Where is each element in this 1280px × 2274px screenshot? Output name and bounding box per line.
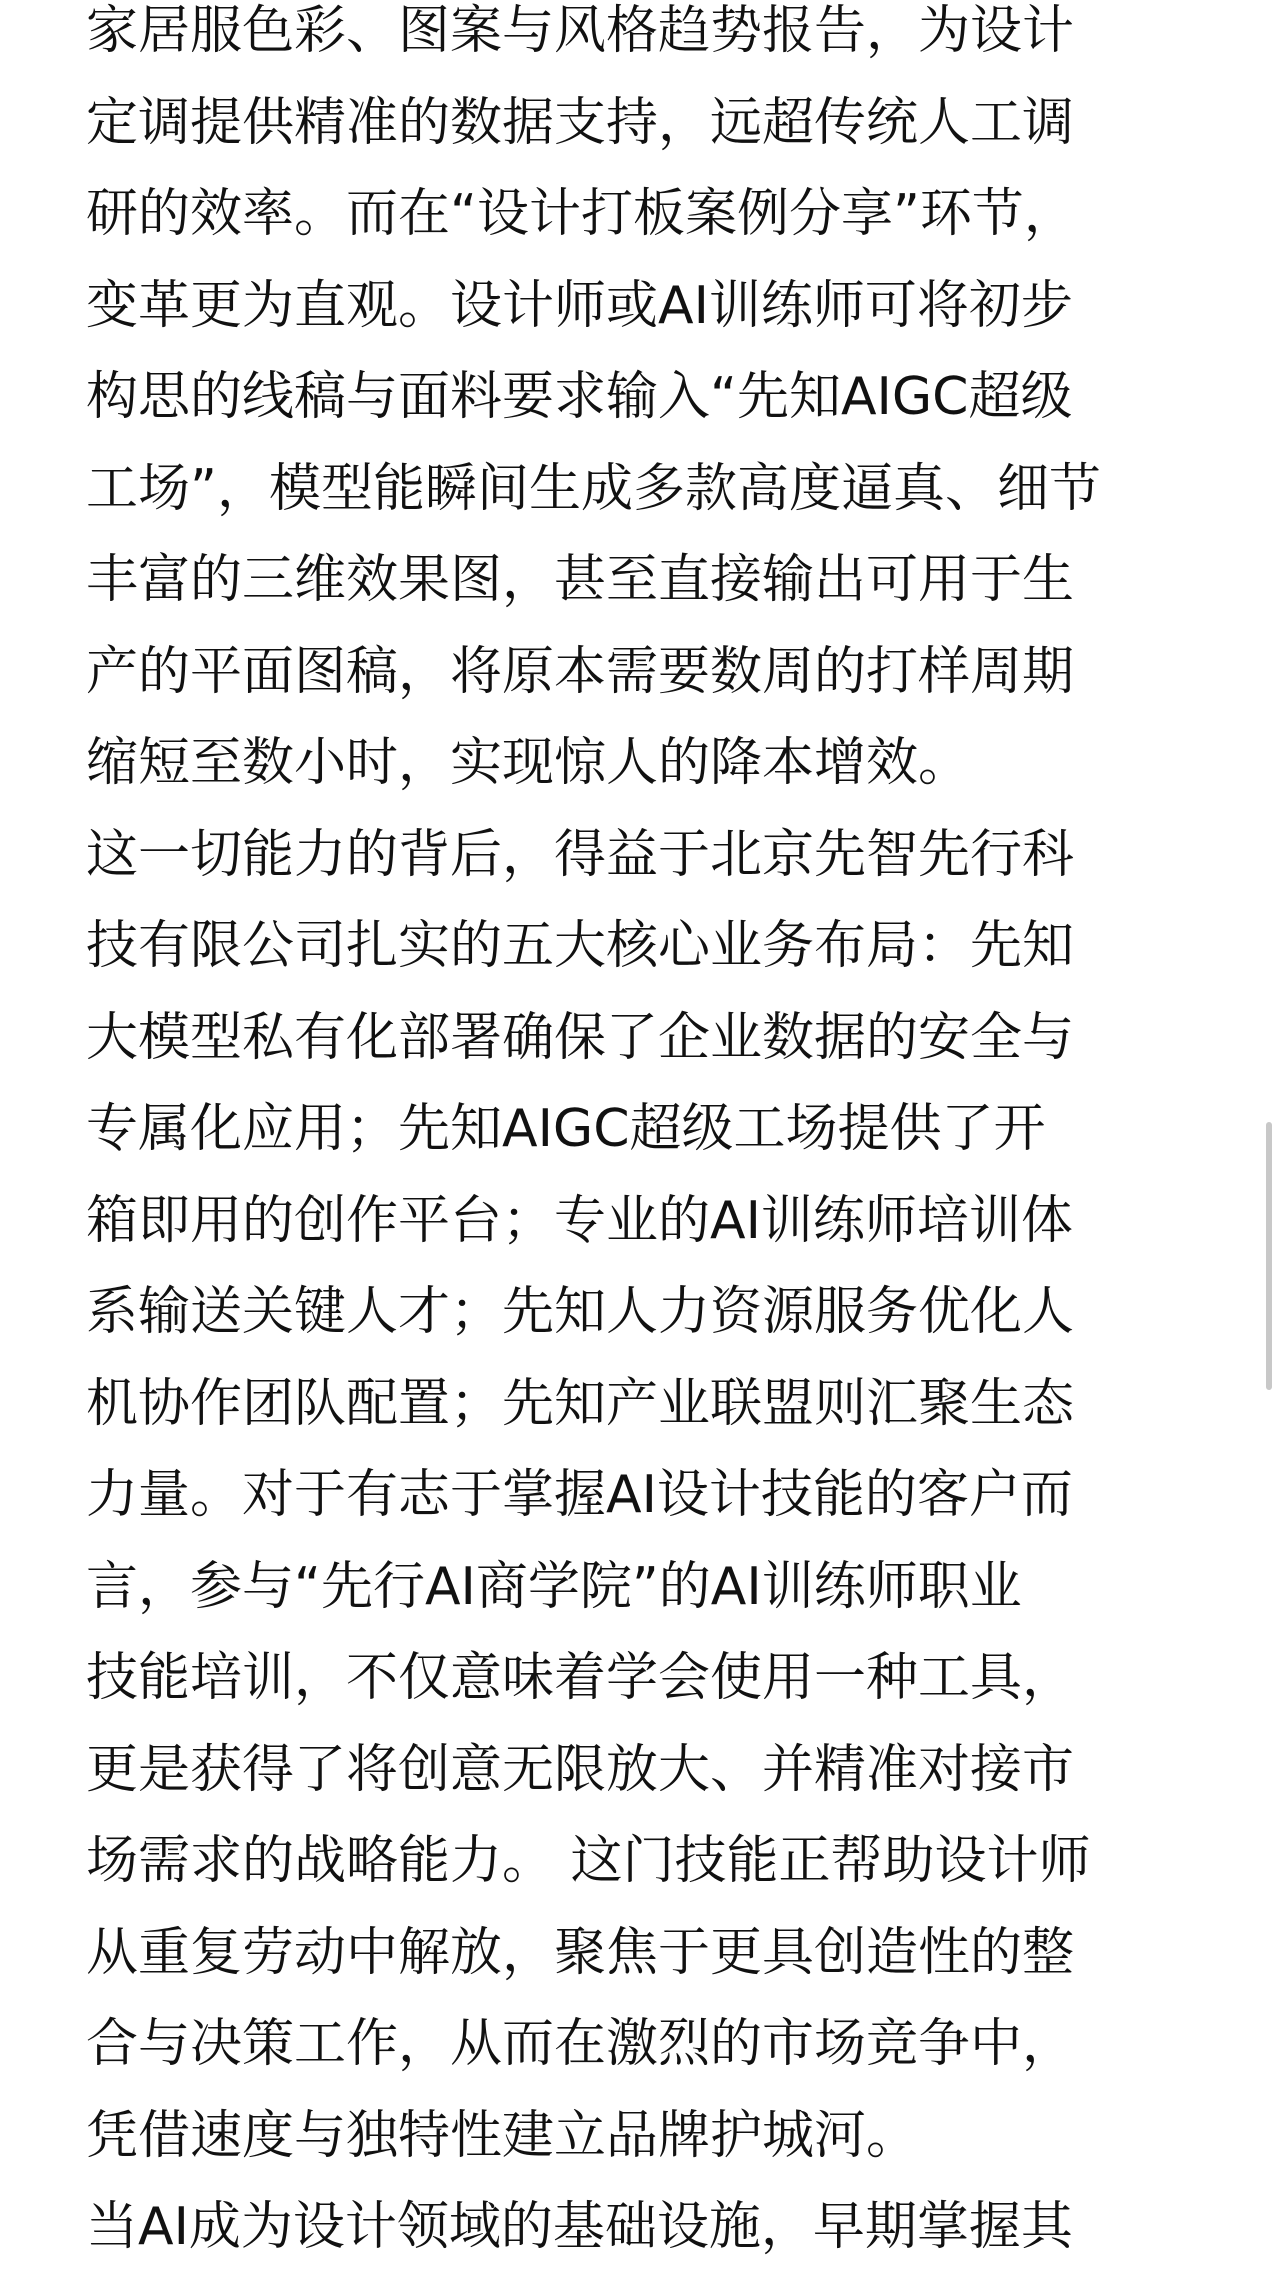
article-line: 技能培训，不仅意味着学会使用一种工具，	[86, 1648, 1075, 1708]
article-line: 定调提供精准的数据支持，远超传统人工调	[86, 92, 1075, 153]
article-line: 凭借速度与独特性建立品牌护城河。	[86, 2105, 919, 2166]
article-line: 产的平面图稿，将原本需要数周的打样周期	[86, 641, 1075, 702]
article-line: 机协作团队配置；先知产业联盟则汇聚生态	[86, 1373, 1075, 1434]
article-line: 研的效率。而在“设计打板案例分享”环节，	[86, 184, 1076, 244]
article-line: 专属化应用；先知AIGC超级工场提供了开	[86, 1099, 1046, 1159]
article-line: 大模型私有化部署确保了企业数据的安全与	[86, 1007, 1075, 1068]
article-line: 缩短至数小时，实现惊人的降本增效。	[86, 733, 971, 793]
article-line: 丰富的三维效果图，甚至直接输出可用于生	[86, 550, 1075, 610]
article-line: 从重复劳动中解放，聚焦于更具创造性的整	[86, 1922, 1075, 1983]
article-line: 工场”，模型能瞬间生成多款高度逼真、细节	[86, 458, 1101, 519]
scrollbar-thumb[interactable]	[1266, 1122, 1272, 1390]
article-body	[86, 0, 1206, 2274]
article-line: 更是获得了将创意无限放大、并精准对接市	[86, 1739, 1075, 1800]
article-line: 言，参与“先行AI商学院”的AI训练师职业	[86, 1556, 1022, 1617]
article-line: 这一切能力的背后，得益于北京先智先行科	[86, 824, 1075, 885]
vertical-scrollbar[interactable]	[1260, 0, 1280, 2227]
article-line: 当AI成为设计领域的基础设施，早期掌握其	[86, 2197, 1073, 2257]
article-line: 家居服色彩、图案与风格趋势报告，为设计	[86, 1, 1075, 61]
article-line: 场需求的战略能力。 这门技能正帮助设计师	[86, 1831, 1091, 1891]
article-line: 变革更为直观。设计师或AI训练师可将初步	[86, 275, 1073, 336]
article-line: 系输送关键人才；先知人力资源服务优化人	[86, 1282, 1075, 1342]
article-line: 构思的线稿与面料要求输入“先知AIGC超级	[86, 367, 1073, 427]
article-line: 技有限公司扎实的五大核心业务布局：先知	[86, 916, 1075, 976]
article-line: 箱即用的创作平台；专业的AI训练师培训体	[86, 1190, 1073, 1251]
article-line: 力量。对于有志于掌握AI设计技能的客户而	[86, 1465, 1073, 1525]
article-line: 合与决策工作，从而在激烈的市场竞争中，	[86, 2014, 1075, 2074]
